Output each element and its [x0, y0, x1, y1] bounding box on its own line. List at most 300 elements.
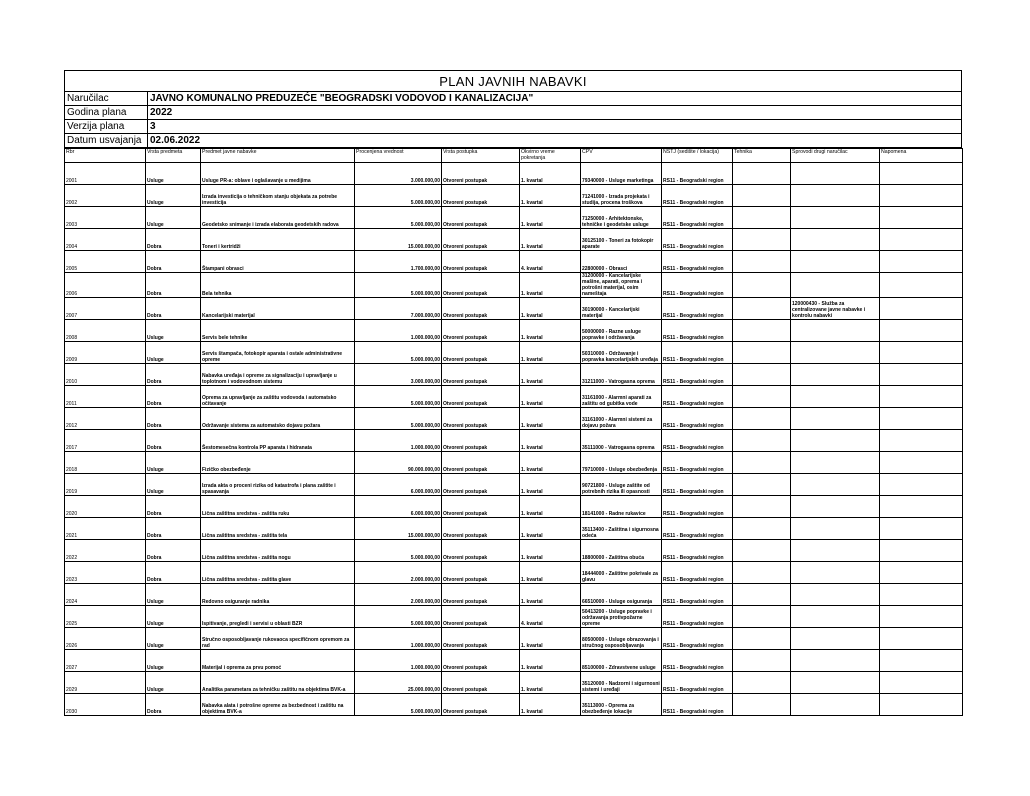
launch-time: 1. kvartal — [520, 474, 581, 496]
row-number: 2022 — [65, 540, 146, 562]
cpv-code: 50413200 - Usluge popravke i održavanja protivpožarne opreme — [581, 606, 662, 628]
launch-time: 1. kvartal — [520, 496, 581, 518]
procurement-subject: Lična zaštitna sredstva - zaštita ruku — [201, 496, 355, 518]
launch-time: 4. kvartal — [520, 251, 581, 273]
subject-type: Usluge — [146, 650, 201, 672]
note — [880, 207, 963, 229]
plan-meta — [64, 92, 962, 148]
subject-type: Dobra — [146, 540, 201, 562]
other-contracting-authority: 120000430 - Služba za centralizovane javne nabavke i kontrolu nabavki — [791, 298, 880, 320]
subject-type: Dobra — [146, 694, 201, 716]
row-number: 2011 — [65, 386, 146, 408]
nstj-region: RS11 - Beogradski region — [662, 650, 733, 672]
procedure-type: Otvoreni postupak — [442, 273, 520, 298]
procedure-type: Otvoreni postupak — [442, 386, 520, 408]
row-number: 2001 — [65, 163, 146, 185]
other-contracting-authority — [791, 518, 880, 540]
procedure-type: Otvoreni postupak — [442, 342, 520, 364]
nstj-region: RS11 - Beogradski region — [662, 273, 733, 298]
estimated-value: 3.000.000,00 — [355, 364, 442, 386]
meta-value: 2022 — [150, 107, 173, 118]
launch-time: 1. kvartal — [520, 650, 581, 672]
launch-time: 1. kvartal — [520, 452, 581, 474]
estimated-value: 5.000.000,00 — [355, 694, 442, 716]
nstj-region: RS11 - Beogradski region — [662, 606, 733, 628]
table-row — [65, 496, 963, 518]
subject-type: Usluge — [146, 628, 201, 650]
other-contracting-authority — [791, 229, 880, 251]
meta-label: Verzija plana — [65, 120, 148, 133]
cpv-code: 35120000 - Nadzorni i sigurnosni sistemi i uređaji — [581, 672, 662, 694]
cpv-code: 71250000 - Arhitektonske, tehničke i geodetske usluge — [581, 207, 662, 229]
cpv-code: 22800000 - Obrasci — [581, 251, 662, 273]
column-header: NSTJ (sedište / lokacija) — [662, 149, 733, 163]
estimated-value: 5.000.000,00 — [355, 540, 442, 562]
table-row — [65, 650, 963, 672]
note — [880, 342, 963, 364]
row-number: 2020 — [65, 496, 146, 518]
note — [880, 452, 963, 474]
nstj-region: RS11 - Beogradski region — [662, 562, 733, 584]
technique — [733, 342, 791, 364]
table-row — [65, 364, 963, 386]
procurement-subject: Izrada akta o proceni rizika od katastrofa i plana zaštite i spasavanja — [201, 474, 355, 496]
row-number: 2025 — [65, 606, 146, 628]
note — [880, 496, 963, 518]
technique — [733, 251, 791, 273]
cpv-code: 35113400 - Zaštitna i sigurnosna odeća — [581, 518, 662, 540]
note — [880, 606, 963, 628]
procedure-type: Otvoreni postupak — [442, 229, 520, 251]
technique — [733, 650, 791, 672]
procedure-type: Otvoreni postupak — [442, 606, 520, 628]
estimated-value: 5.000.000,00 — [355, 606, 442, 628]
table-row — [65, 518, 963, 540]
estimated-value: 5.000.000,00 — [355, 207, 442, 229]
procedure-type: Otvoreni postupak — [442, 474, 520, 496]
nstj-region: RS11 - Beogradski region — [662, 163, 733, 185]
table-row — [65, 562, 963, 584]
row-number: 2002 — [65, 185, 146, 207]
procurement-subject: Lična zaštitna sredstva - zaštita glave — [201, 562, 355, 584]
meta-value: 02.06.2022 — [150, 135, 201, 146]
meta-label: Godina plana — [65, 106, 148, 119]
launch-time: 1. kvartal — [520, 694, 581, 716]
technique — [733, 364, 791, 386]
procurement-subject: Ispitivanje, pregledi i servisi u oblasti BZR — [201, 606, 355, 628]
meta-row — [64, 120, 962, 134]
cpv-code: 30190000 - Kancelarijski materijal — [581, 298, 662, 320]
meta-label: Naručilac — [65, 92, 148, 105]
other-contracting-authority — [791, 606, 880, 628]
note — [880, 251, 963, 273]
nstj-region: RS11 - Beogradski region — [662, 672, 733, 694]
other-contracting-authority — [791, 540, 880, 562]
row-number: 2006 — [65, 273, 146, 298]
column-header: Sprovodi drugi naručilac — [791, 149, 880, 163]
table-row — [65, 163, 963, 185]
table-row — [65, 273, 963, 298]
cpv-code: 50310000 - Održavanje i popravka kancelarijskih uređaja — [581, 342, 662, 364]
note — [880, 650, 963, 672]
estimated-value: 5.000.000,00 — [355, 273, 442, 298]
table-row — [65, 251, 963, 273]
procedure-type: Otvoreni postupak — [442, 430, 520, 452]
technique — [733, 229, 791, 251]
procurement-subject: Izrada investicija o tehničkom stanju objekata za potrebe investicija — [201, 185, 355, 207]
technique — [733, 562, 791, 584]
note — [880, 364, 963, 386]
technique — [733, 584, 791, 606]
other-contracting-authority — [791, 408, 880, 430]
procedure-type: Otvoreni postupak — [442, 251, 520, 273]
column-header: Vrsta predmeta — [146, 149, 201, 163]
launch-time: 1. kvartal — [520, 207, 581, 229]
subject-type: Usluge — [146, 606, 201, 628]
procedure-type: Otvoreni postupak — [442, 163, 520, 185]
cpv-code: 85100000 - Zdravstvene usluge — [581, 650, 662, 672]
table-row — [65, 540, 963, 562]
nstj-region: RS11 - Beogradski region — [662, 628, 733, 650]
other-contracting-authority — [791, 584, 880, 606]
nstj-region: RS11 - Beogradski region — [662, 496, 733, 518]
meta-value: 3 — [150, 121, 156, 132]
table-row — [65, 386, 963, 408]
procurement-subject: Lična zaštitna sredstva - zaštita tela — [201, 518, 355, 540]
note — [880, 386, 963, 408]
subject-type: Dobra — [146, 430, 201, 452]
row-number: 2007 — [65, 298, 146, 320]
estimated-value: 6.000.000,00 — [355, 496, 442, 518]
procurement-plan-sheet — [64, 70, 962, 716]
technique — [733, 628, 791, 650]
table-row — [65, 694, 963, 716]
table-row — [65, 628, 963, 650]
other-contracting-authority — [791, 251, 880, 273]
technique — [733, 320, 791, 342]
cpv-code: 90721800 - Usluge zaštite od potrebnih rizika ili opasnosti — [581, 474, 662, 496]
row-number: 2012 — [65, 408, 146, 430]
estimated-value: 1.000.000,00 — [355, 430, 442, 452]
subject-type: Dobra — [146, 229, 201, 251]
procedure-type: Otvoreni postupak — [442, 496, 520, 518]
launch-time: 1. kvartal — [520, 628, 581, 650]
other-contracting-authority — [791, 185, 880, 207]
other-contracting-authority — [791, 628, 880, 650]
note — [880, 672, 963, 694]
cpv-code: 18800000 - Zaštitna obuća — [581, 540, 662, 562]
cpv-code: 79710000 - Usluge obezbeđenja — [581, 452, 662, 474]
subject-type: Usluge — [146, 474, 201, 496]
table-row — [65, 320, 963, 342]
launch-time: 4. kvartal — [520, 606, 581, 628]
cpv-code: 30125100 - Toneri za fotokopir aparate — [581, 229, 662, 251]
subject-type: Dobra — [146, 298, 201, 320]
nstj-region: RS11 - Beogradski region — [662, 386, 733, 408]
launch-time: 1. kvartal — [520, 584, 581, 606]
cpv-code: 35111000 - Vatrogasna oprema — [581, 430, 662, 452]
launch-time: 1. kvartal — [520, 562, 581, 584]
subject-type: Usluge — [146, 452, 201, 474]
estimated-value: 15.000.000,00 — [355, 518, 442, 540]
procedure-type: Otvoreni postupak — [442, 185, 520, 207]
note — [880, 628, 963, 650]
procurement-subject: Geodetsko snimanje i izrada elaborata geodetskih radova — [201, 207, 355, 229]
estimated-value: 5.000.000,00 — [355, 386, 442, 408]
cpv-code: 31161000 - Alarmni sistemi za dojavu požara — [581, 408, 662, 430]
nstj-region: RS11 - Beogradski region — [662, 229, 733, 251]
cpv-code: 66510000 - Usluge osiguranja — [581, 584, 662, 606]
row-number: 2030 — [65, 694, 146, 716]
launch-time: 1. kvartal — [520, 430, 581, 452]
row-number: 2027 — [65, 650, 146, 672]
nstj-region: RS11 - Beogradski region — [662, 185, 733, 207]
estimated-value: 2.000.000,00 — [355, 562, 442, 584]
launch-time: 1. kvartal — [520, 273, 581, 298]
procedure-type: Otvoreni postupak — [442, 562, 520, 584]
launch-time: 1. kvartal — [520, 229, 581, 251]
nstj-region: RS11 - Beogradski region — [662, 518, 733, 540]
launch-time: 1. kvartal — [520, 518, 581, 540]
table-row — [65, 298, 963, 320]
nstj-region: RS11 - Beogradski region — [662, 540, 733, 562]
row-number: 2010 — [65, 364, 146, 386]
subject-type: Dobra — [146, 273, 201, 298]
subject-type: Dobra — [146, 562, 201, 584]
technique — [733, 672, 791, 694]
procedure-type: Otvoreni postupak — [442, 298, 520, 320]
cpv-code: 71241000 - Izrada projekata i studija, procena troškova — [581, 185, 662, 207]
other-contracting-authority — [791, 452, 880, 474]
note — [880, 185, 963, 207]
note — [880, 408, 963, 430]
row-number: 2004 — [65, 229, 146, 251]
estimated-value: 25.000.000,00 — [355, 672, 442, 694]
procedure-type: Otvoreni postupak — [442, 207, 520, 229]
procedure-type: Otvoreni postupak — [442, 540, 520, 562]
technique — [733, 273, 791, 298]
launch-time: 1. kvartal — [520, 540, 581, 562]
row-number: 2024 — [65, 584, 146, 606]
estimated-value: 1.000.000,00 — [355, 320, 442, 342]
nstj-region: RS11 - Beogradski region — [662, 364, 733, 386]
other-contracting-authority — [791, 650, 880, 672]
estimated-value: 15.000.000,00 — [355, 229, 442, 251]
subject-type: Usluge — [146, 185, 201, 207]
meta-row — [64, 106, 962, 120]
other-contracting-authority — [791, 496, 880, 518]
subject-type: Dobra — [146, 251, 201, 273]
estimated-value: 6.000.000,00 — [355, 474, 442, 496]
nstj-region: RS11 - Beogradski region — [662, 408, 733, 430]
note — [880, 694, 963, 716]
technique — [733, 694, 791, 716]
procedure-type: Otvoreni postupak — [442, 452, 520, 474]
other-contracting-authority — [791, 207, 880, 229]
table-row — [65, 342, 963, 364]
note — [880, 320, 963, 342]
launch-time: 1. kvartal — [520, 298, 581, 320]
table-row — [65, 229, 963, 251]
procedure-type: Otvoreni postupak — [442, 364, 520, 386]
subject-type: Dobra — [146, 518, 201, 540]
subject-type: Usluge — [146, 342, 201, 364]
launch-time: 1. kvartal — [520, 163, 581, 185]
technique — [733, 474, 791, 496]
subject-type: Dobra — [146, 386, 201, 408]
other-contracting-authority — [791, 694, 880, 716]
procurement-subject: Servis bele tehnike — [201, 320, 355, 342]
technique — [733, 163, 791, 185]
technique — [733, 540, 791, 562]
other-contracting-authority — [791, 364, 880, 386]
launch-time: 1. kvartal — [520, 342, 581, 364]
procedure-type: Otvoreni postupak — [442, 628, 520, 650]
launch-time: 1. kvartal — [520, 408, 581, 430]
nstj-region: RS11 - Beogradski region — [662, 584, 733, 606]
technique — [733, 518, 791, 540]
estimated-value: 3.000.000,00 — [355, 163, 442, 185]
subject-type: Usluge — [146, 163, 201, 185]
other-contracting-authority — [791, 430, 880, 452]
subject-type: Usluge — [146, 207, 201, 229]
column-header: Napomena — [880, 149, 963, 163]
estimated-value: 90.000.000,00 — [355, 452, 442, 474]
nstj-region: RS11 - Beogradski region — [662, 251, 733, 273]
launch-time: 1. kvartal — [520, 364, 581, 386]
nstj-region: RS11 - Beogradski region — [662, 342, 733, 364]
nstj-region: RS11 - Beogradski region — [662, 320, 733, 342]
table-row — [65, 452, 963, 474]
estimated-value: 2.000.000,00 — [355, 584, 442, 606]
note — [880, 540, 963, 562]
column-header: Predmet javne nabavke — [201, 149, 355, 163]
subject-type: Dobra — [146, 364, 201, 386]
nstj-region: RS11 - Beogradski region — [662, 298, 733, 320]
note — [880, 518, 963, 540]
column-header: Tehnika — [733, 149, 791, 163]
row-number: 2029 — [65, 672, 146, 694]
procurement-subject: Bela tehnika — [201, 273, 355, 298]
procurement-subject: Fizičko obezbeđenje — [201, 452, 355, 474]
row-number: 2023 — [65, 562, 146, 584]
procurement-subject: Štampani obrasci — [201, 251, 355, 273]
meta-value: JAVNO KOMUNALNO PREDUZEĆE "BEOGRADSKI VODOVOD I KANALIZACIJA" — [150, 93, 534, 104]
cpv-code: 80500000 - Usluge obrazovanja i stručnog osposobljavanja — [581, 628, 662, 650]
row-number: 2018 — [65, 452, 146, 474]
other-contracting-authority — [791, 163, 880, 185]
note — [880, 298, 963, 320]
procedure-type: Otvoreni postupak — [442, 518, 520, 540]
subject-type: Usluge — [146, 584, 201, 606]
table-row — [65, 185, 963, 207]
launch-time: 1. kvartal — [520, 320, 581, 342]
cpv-code: 50000000 - Razne usluge popravke i održavanja — [581, 320, 662, 342]
procurement-subject: Analitika parametara za tehničku zaštitu na objektima BVK-a — [201, 672, 355, 694]
other-contracting-authority — [791, 672, 880, 694]
table-row — [65, 408, 963, 430]
procedure-type: Otvoreni postupak — [442, 408, 520, 430]
procurement-subject: Oprema za upravljanje za zaštitu vodovoda i automatsko očitavanje — [201, 386, 355, 408]
note — [880, 474, 963, 496]
note — [880, 273, 963, 298]
nstj-region: RS11 - Beogradski region — [662, 474, 733, 496]
procurement-subject: Kancelarijski materijal — [201, 298, 355, 320]
row-number: 2003 — [65, 207, 146, 229]
subject-type: Dobra — [146, 496, 201, 518]
procurement-subject: Stručno osposobljavanje rukovaoca specifičnom opremom za rad — [201, 628, 355, 650]
technique — [733, 496, 791, 518]
meta-row — [64, 92, 962, 106]
cpv-code: 18141000 - Radne rukavice — [581, 496, 662, 518]
procedure-type: Otvoreni postupak — [442, 672, 520, 694]
subject-type: Usluge — [146, 320, 201, 342]
cpv-code: 18444000 - Zaštitne pokrivale za glavu — [581, 562, 662, 584]
nstj-region: RS11 - Beogradski region — [662, 452, 733, 474]
nstj-region: RS11 - Beogradski region — [662, 694, 733, 716]
table-row — [65, 207, 963, 229]
procurement-subject: Nabavka uređaja i opreme za signalizaciju i upravljanje u toplotnom i vodovodnom sistemu — [201, 364, 355, 386]
procurement-subject: Nabavka alata i potrošne opreme za bezbednost i zaštitu na objektima BVK-a — [201, 694, 355, 716]
table-header-row — [65, 149, 963, 163]
table-row — [65, 606, 963, 628]
table-row — [65, 584, 963, 606]
row-number: 2008 — [65, 320, 146, 342]
procurement-subject: Redovno osiguranje radnika — [201, 584, 355, 606]
technique — [733, 298, 791, 320]
table-body — [65, 163, 963, 716]
procurement-subject: Šestomesečna kontrola PP aparata i hidranata — [201, 430, 355, 452]
meta-label: Datum usvajanja — [65, 134, 148, 147]
cpv-code: 31211000 - Vatrogasna oprema — [581, 364, 662, 386]
cpv-code: 31200000 - Kancelarijske mašine, aparati, oprema i potrošni materijal, osim nameštaja — [581, 273, 662, 298]
column-header: Procenjena vrednost — [355, 149, 442, 163]
subject-type: Dobra — [146, 408, 201, 430]
cpv-code: 79340000 - Usluge marketinga — [581, 163, 662, 185]
table-row — [65, 672, 963, 694]
technique — [733, 185, 791, 207]
row-number: 2017 — [65, 430, 146, 452]
other-contracting-authority — [791, 342, 880, 364]
procedure-type: Otvoreni postupak — [442, 694, 520, 716]
cpv-code: 31161000 - Alarmni aparati za zaštitu od gubitka vode — [581, 386, 662, 408]
estimated-value: 1.000.000,00 — [355, 628, 442, 650]
nstj-region: RS11 - Beogradski region — [662, 430, 733, 452]
launch-time: 1. kvartal — [520, 185, 581, 207]
estimated-value: 5.000.000,00 — [355, 342, 442, 364]
technique — [733, 430, 791, 452]
launch-time: 1. kvartal — [520, 672, 581, 694]
row-number: 2019 — [65, 474, 146, 496]
procurement-subject: Servis štampača, fotokopir aparata i ostale administrativne opreme — [201, 342, 355, 364]
note — [880, 430, 963, 452]
procedure-type: Otvoreni postupak — [442, 650, 520, 672]
cpv-code: 35113000 - Oprema za obezbeđenje lokacije — [581, 694, 662, 716]
estimated-value: 5.000.000,00 — [355, 408, 442, 430]
estimated-value: 7.000.000,00 — [355, 298, 442, 320]
other-contracting-authority — [791, 562, 880, 584]
column-header: CPV — [581, 149, 662, 163]
procurement-subject: Lična zaštitna sredstva - zaštita nogu — [201, 540, 355, 562]
technique — [733, 386, 791, 408]
subject-type: Usluge — [146, 672, 201, 694]
note — [880, 229, 963, 251]
other-contracting-authority — [791, 386, 880, 408]
note — [880, 562, 963, 584]
procurement-subject: Održavanje sistema za automatsko dojavu požara — [201, 408, 355, 430]
column-header: Okvirno vreme pokretanja — [520, 149, 581, 163]
estimated-value: 1.000.000,00 — [355, 650, 442, 672]
